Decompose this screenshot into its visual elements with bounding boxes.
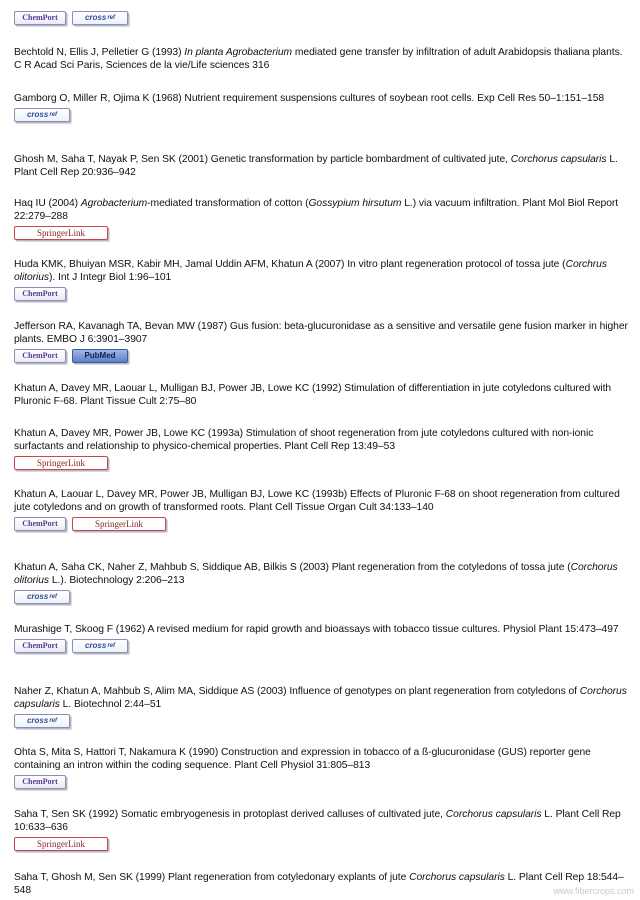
reference-citation: Khatun A, Davey MR, Laouar L, Mulligan BJ, Power JB, Lowe KC (1992) Stimulation of differentiation in jute cotyledons cultured with Pluronic F-68. Plant Tissue Cult 2:75–80 <box>14 383 612 407</box>
crossref-label: cross <box>84 641 107 650</box>
reference-citation: Saha T, Ghosh M, Sen SK (1999) Plant regeneration from cotyledonary explants of jute Corchorus capsularis L. Plant Cell Rep 18:544–548 <box>14 872 624 896</box>
reference-link-badges <box>14 712 632 729</box>
reference-entry <box>14 46 632 72</box>
reference-link-badges <box>14 773 632 790</box>
reference-link-badges <box>14 637 632 654</box>
reference-citation: Gamborg O, Miller R, Ojima K (1968) Nutrient requirement suspensions cultures of soybean root cells. Exp Cell Res 50–1:151–158 <box>14 93 605 104</box>
crossref-label: cross <box>26 716 49 725</box>
reference-citation: Jefferson RA, Kavanagh TA, Bevan MW (1987) Gus fusion: beta-glucuronidase as a sensitive and versatile gene fusion marker in higher plants. EMBO J 6:3901–3907 <box>14 321 628 345</box>
crossref-link-button[interactable] <box>72 639 128 653</box>
reference-link-badges <box>14 835 632 852</box>
top-badges <box>14 9 632 26</box>
crossref-sup-label: ref <box>107 14 116 21</box>
crossref-label: cross <box>26 110 49 119</box>
crossref-link-button[interactable] <box>14 108 70 122</box>
reference-citation: Khatun A, Laouar L, Davey MR, Power JB, Mulligan BJ, Lowe KC (1993b) Effects of Pluronic F-68 on shoot regeneration from cultured jute cotyledons and on growth of transformed roots. Plant Cell Tissue Organ Cult 34:133–140 <box>14 489 620 513</box>
crossref-link-button[interactable] <box>14 590 70 604</box>
reference-citation: Ohta S, Mita S, Hattori T, Nakamura K (1990) Construction and expression in tobacco of a ß-glucuronidase (GUS) reporter gene containing an intron within the coding sequence. Plant Cell Physiol 31:805–813 <box>14 747 591 771</box>
springer-link-button[interactable]: SpringerLink <box>14 837 108 851</box>
reference-entry <box>14 320 632 364</box>
chemport-link-button[interactable]: ChemPort <box>14 639 66 653</box>
reference-citation: Saha T, Sen SK (1992) Somatic embryogenesis in protoplast derived calluses of cultivated jute, Corchorus capsularis L. Plant Cell Rep 10:633–636 <box>14 809 621 833</box>
reference-link-badges <box>14 515 632 532</box>
chemport-link-button[interactable]: ChemPort <box>14 349 66 363</box>
reference-citation: Khatun A, Davey MR, Power JB, Lowe KC (1993a) Stimulation of shoot regeneration from jute cotyledons cultured with non-ionic surfactants and relationship to physico-chemical properties. Plant Cell Rep 13:49–53 <box>14 428 594 452</box>
top-badge-row <box>14 8 632 26</box>
crossref-sup-label: ref <box>49 717 58 724</box>
watermark: www.fibercrops.com <box>553 886 634 896</box>
springer-link-button[interactable]: SpringerLink <box>14 226 108 240</box>
reference-link-badges <box>14 285 632 302</box>
reference-entry <box>14 427 632 471</box>
chemport-link-button[interactable]: ChemPort <box>14 287 66 301</box>
crossref-sup-label: ref <box>49 593 58 600</box>
reference-link-badges <box>14 106 632 123</box>
reference-citation: Murashige T, Skoog F (1962) A revised medium for rapid growth and bioassays with tobacco tissue cultures. Physiol Plant 15:473–497 <box>14 624 619 635</box>
chemport-link-button[interactable]: ChemPort <box>14 517 66 531</box>
reference-link-badges <box>14 347 632 364</box>
reference-entry <box>14 685 632 729</box>
reference-entry <box>14 153 632 179</box>
reference-citation: Khatun A, Saha CK, Naher Z, Mahbub S, Siddique AB, Bilkis S (2003) Plant regeneration from the cotyledons of tossa jute (Corchorus olitorius L.). Biotechnology 2:206–213 <box>14 562 618 586</box>
reference-entry <box>14 92 632 123</box>
crossref-sup-label: ref <box>49 111 58 118</box>
springer-link-button[interactable]: SpringerLink <box>72 517 166 531</box>
reference-entry <box>14 382 632 408</box>
reference-citation: Huda KMK, Bhuiyan MSR, Kabir MH, Jamal Uddin AFM, Khatun A (2007) In vitro plant regeneration protocol of tossa jute (Corchrus olitorius). Int J Integr Biol 1:96–101 <box>14 259 607 283</box>
crossref-sup-label: ref <box>107 642 116 649</box>
chemport-link-button[interactable]: ChemPort <box>14 11 66 25</box>
crossref-label: cross <box>26 592 49 601</box>
reference-entry <box>14 808 632 852</box>
reference-citation: Naher Z, Khatun A, Mahbub S, Alim MA, Siddique AS (2003) Influence of genotypes on plant regeneration from cotyledons of Corchorus capsularis L. Biotechnol 2:44–51 <box>14 686 627 710</box>
reference-entry <box>14 746 632 790</box>
reference-entry <box>14 623 632 654</box>
reference-link-badges <box>14 588 632 605</box>
springer-link-button[interactable]: SpringerLink <box>14 456 108 470</box>
crossref-label: cross <box>84 13 107 22</box>
reference-entry <box>14 197 632 241</box>
reference-entry <box>14 561 632 605</box>
reference-citation: Haq IU (2004) Agrobacterium-mediated transformation of cotton (Gossypium hirsutum L.) via vacuum infiltration. Plant Mol Biol Report 22:279–288 <box>14 198 619 222</box>
reference-link-badges <box>14 454 632 471</box>
reference-entry <box>14 258 632 302</box>
reference-citation: Bechtold N, Ellis J, Pelletier G (1993) In planta Agrobacterium mediated gene transfer by infiltration of adult Arabidopsis thaliana plants. C R Acad Sci Paris, Sciences de la vie/Life sciences 316 <box>14 47 623 71</box>
reference-link-badges <box>14 224 632 241</box>
reference-citation: Ghosh M, Saha T, Nayak P, Sen SK (2001) Genetic transformation by particle bombardment of cultivated jute, Corchorus capsularis L. Plant Cell Rep 20:936–942 <box>14 154 618 178</box>
reference-entry <box>14 488 632 532</box>
pubmed-link-button[interactable]: PubMed <box>72 349 128 363</box>
crossref-link-button[interactable] <box>72 11 128 25</box>
chemport-link-button[interactable]: ChemPort <box>14 775 66 789</box>
crossref-link-button[interactable] <box>14 714 70 728</box>
reference-entry <box>14 871 632 897</box>
